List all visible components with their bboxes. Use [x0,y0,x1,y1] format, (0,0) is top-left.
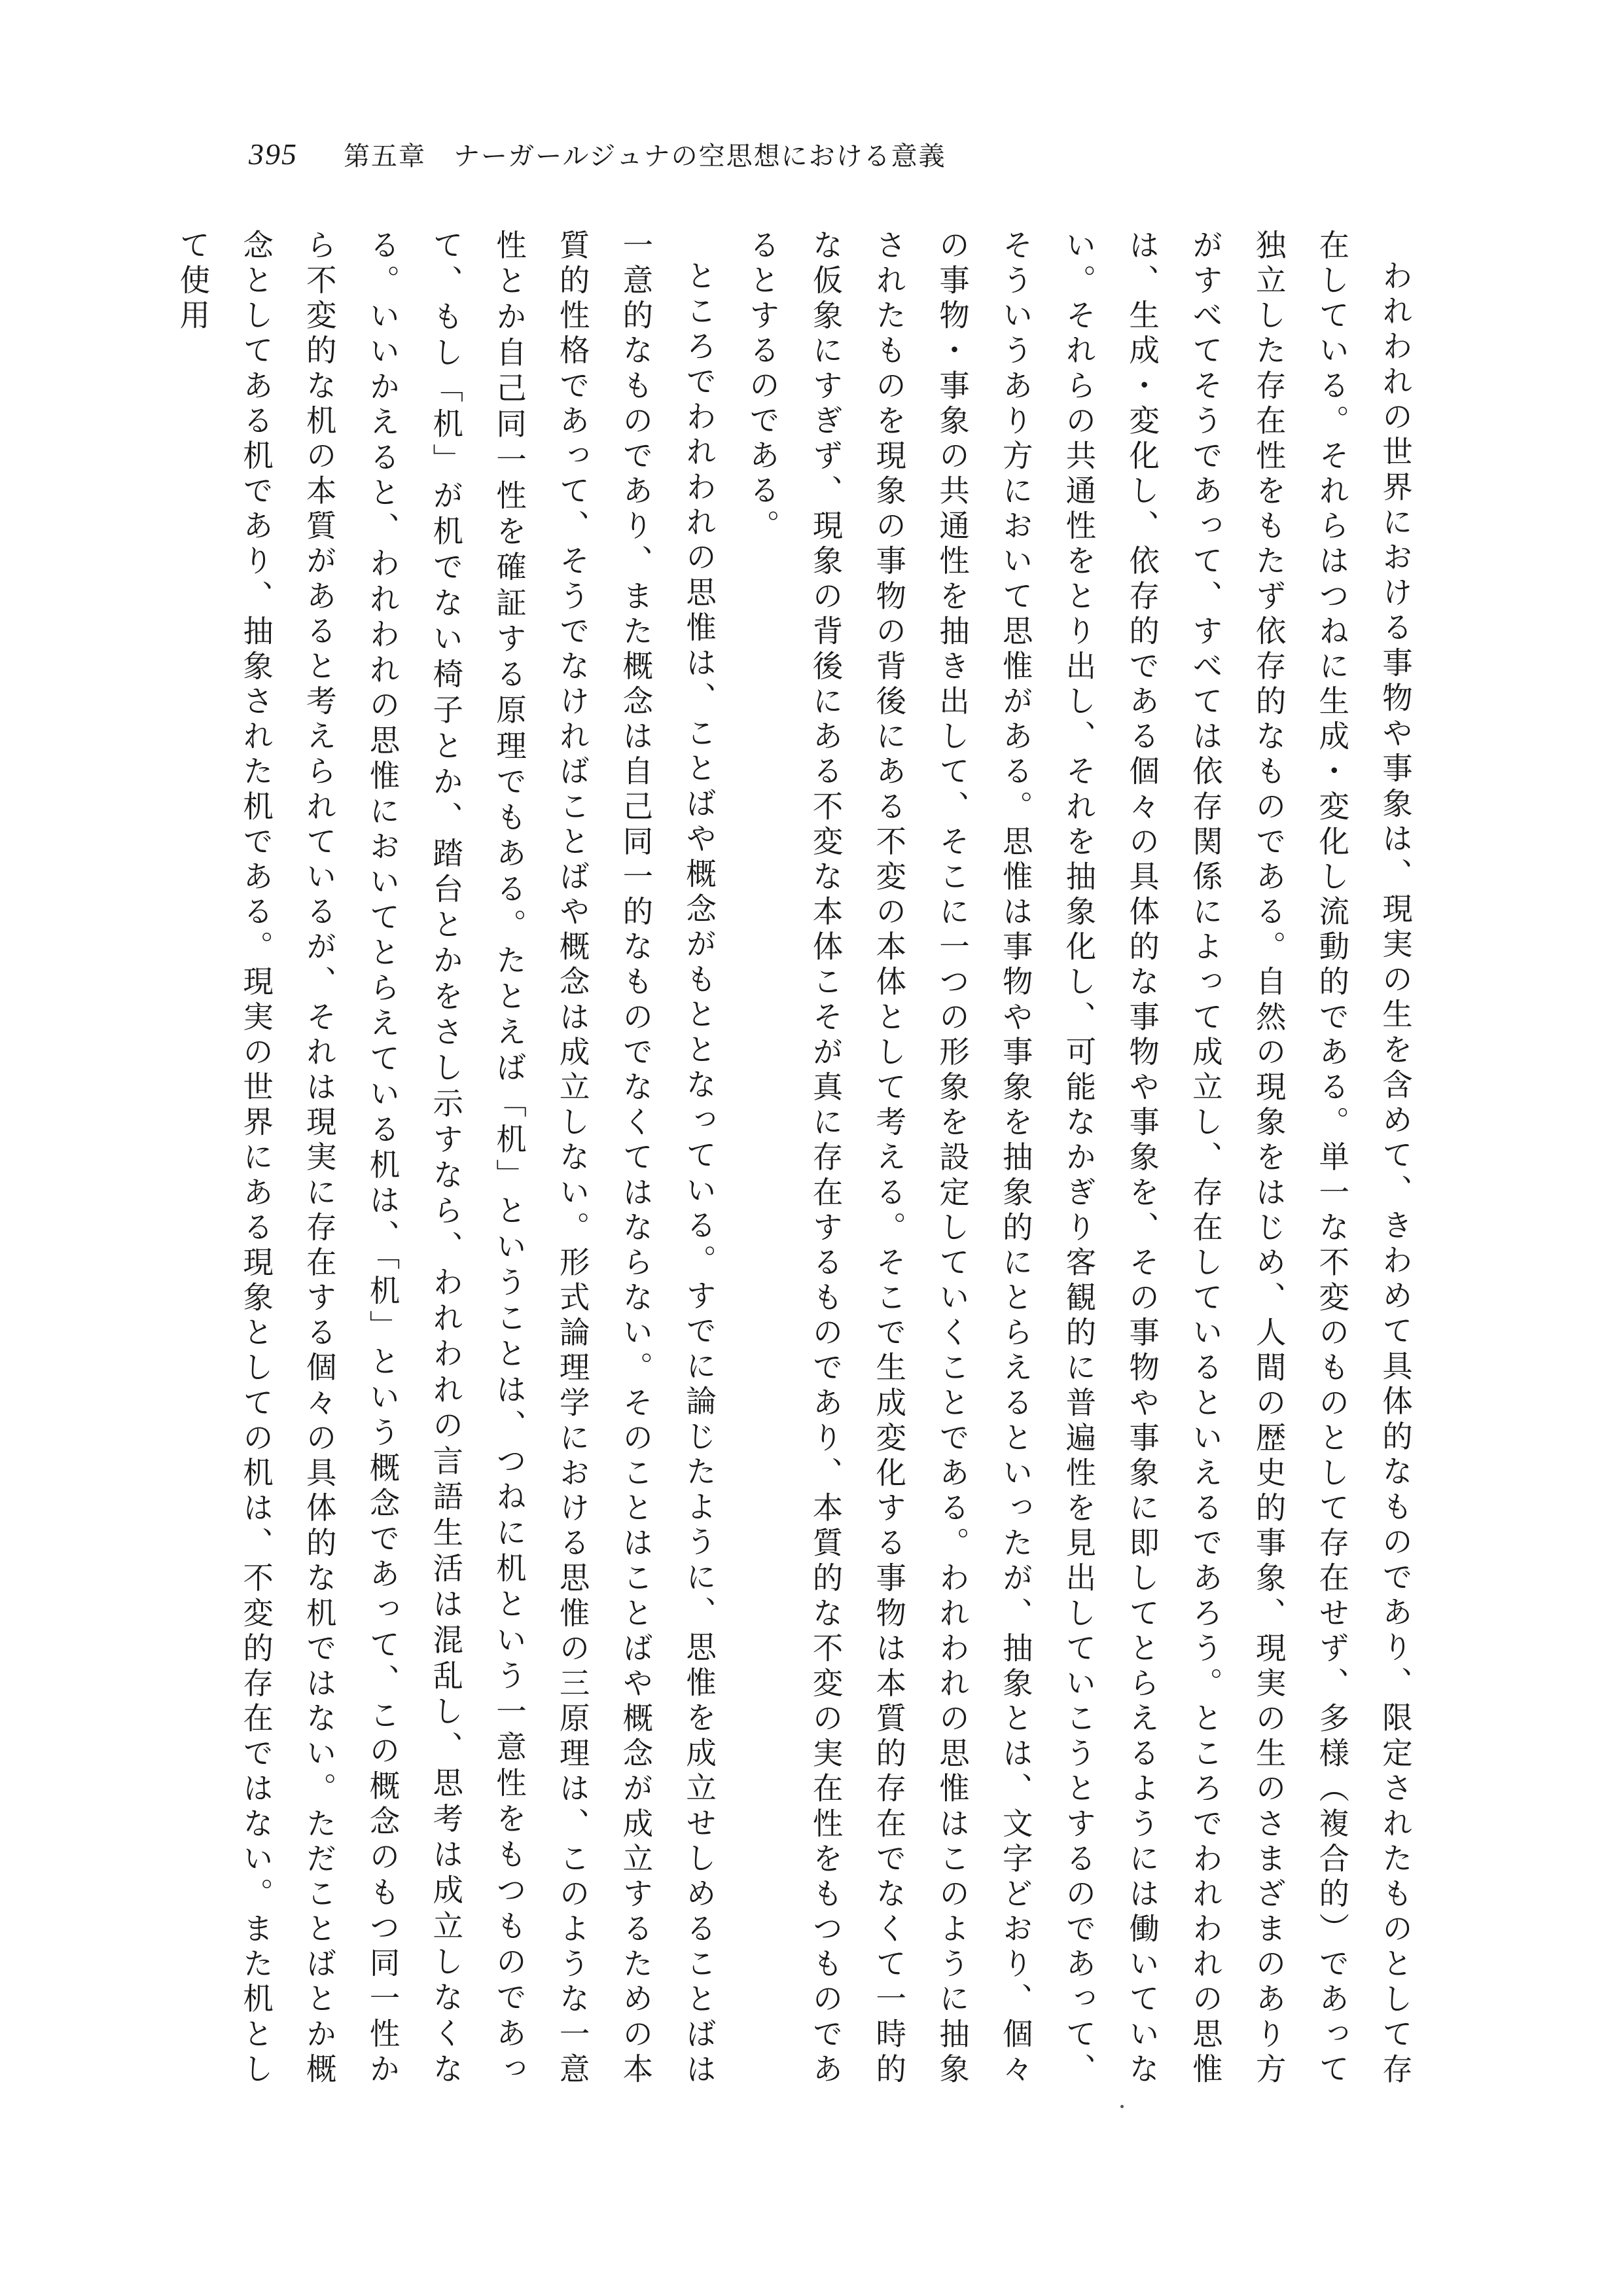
running-title: 第五章 ナーガールジュナの空思想における意義 [344,141,946,171]
page-number: 395 [249,137,298,171]
paragraph: ところでわれわれの思惟は、ことばや概念がもととなっている。すでに論じたように、思惟を成立せしめることばは一意的なものであり、また概念は自己同一的なものでなくてはならない。そのことはことばや概念が成立するための本質的性格であって、そうでなければことばや概念は成立しない。形式論理学における思惟の三原理は、このような一意性とか自己同一性を確証する原理でもある。たとえば「机」ということは、つねに机という一意性をもつものであって、もし「机」が机でない椅子とか、踏台とかをさし示すなら、われわれの言語生活は混乱し、思考は成立しなくなる。いいかえると、われわれの思惟においてとらえている机は、「机」という概念であって、この概念のもつ同一性から不変的な机の本質があると考えられているが、それは現実に存在する個々の具体的な机ではない。ただことばとか概念としてある机であり、抽象された机である。現実の世界にある現象としての机は、不変的存在ではない。また机として使用 [175,229,717,2088]
body-text [170,229,1427,2088]
scan-speck [1120,2105,1124,2108]
paragraph: われわれの世界における事物や事象は、現実の生を含めて、きわめて具体的なものであり、限定されたものとして存在している。それらはつねに生成・変化し流動的である。単一な不変のものとして存在せず、多様（複合的）であって独立した存在性をもたず依存的なものである。自然の現象をはじめ、人間の歴史的事象、現実の生のさまざまのあり方がすべてそうであって、すべては依存関係によって成立し、存在しているといえるであろう。ところでわれわれの思惟は、生成・変化し、依存的である個々の具体的な事物や事象を、その事物や事象に即してとらえるようには働いていない。それらの共通性をとり出し、それを抽象化し、可能なかぎり客観的に普遍性を見出していこうとするのであって、そういうあり方において思惟がある。思惟は事物や事象を抽象的にとらえるといったが、抽象とは、文字どおり、個々の事物・事象の共通性を抽き出して、そこに一つの形象を設定していくことである。われわれの思惟はこのように抽象されたものを現象の事物の背後にある不変の本体として考える。そこで生成変化する事物は本質的存在でなくて一時的な仮象にすぎず、現象の背後にある不変な本体こそが真に存在するものであり、本質的な不変の実在性をもつものであるとするのである。 [744,229,1413,2088]
page-header [249,134,946,173]
